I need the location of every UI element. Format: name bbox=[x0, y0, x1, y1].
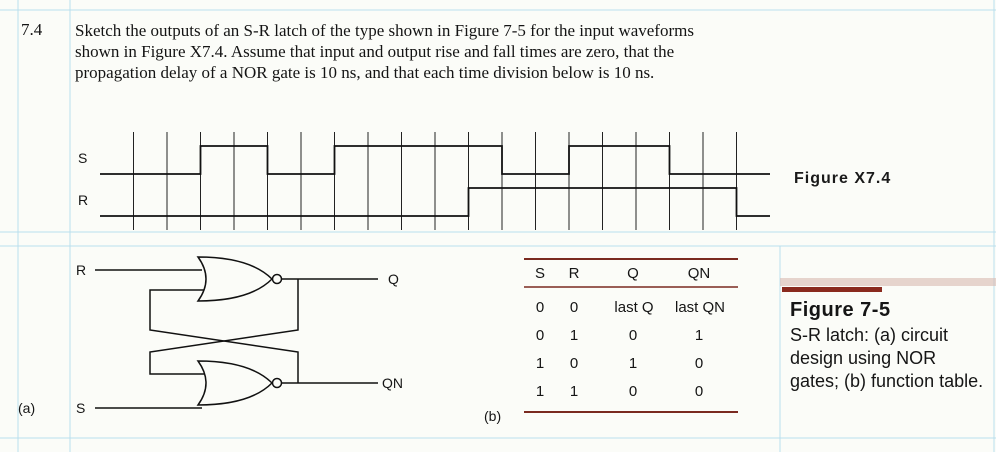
table-cell: 1 bbox=[569, 383, 579, 400]
table-header-q: Q bbox=[627, 265, 639, 282]
part-label-b: (b) bbox=[484, 408, 502, 424]
problem-text: Sketch the outputs of an S-R latch of the type shown in Figure 7-5 for the input waveforms shown in Figure X7.4. Assume that input and output rise and fall times are zero, that the propagation delay of a NOR gate is 10 ns, and that each time division below is 10 ns. bbox=[75, 21, 694, 82]
circuit-output-qn: QN bbox=[382, 375, 403, 391]
circuit-input-s: S bbox=[76, 400, 86, 416]
table-header-s: S bbox=[534, 265, 545, 282]
circuit-input-r: R bbox=[76, 262, 87, 278]
table-cell: 0 bbox=[569, 355, 579, 372]
table-cell: 0 bbox=[569, 299, 579, 316]
figure-caption-text: S-R latch: (a) circuit design using NOR gates; (b) function table. bbox=[790, 325, 984, 391]
table-cell: 0 bbox=[694, 383, 704, 400]
table-cell: 0 bbox=[628, 383, 638, 400]
table-cell: 1 bbox=[535, 355, 545, 372]
part-label-a: (a) bbox=[18, 400, 36, 416]
problem-number: 7.4 bbox=[21, 20, 43, 39]
table-cell: 0 bbox=[535, 327, 545, 344]
table-cell: 1 bbox=[694, 327, 704, 344]
table-cell: 1 bbox=[628, 355, 638, 372]
table-cell: last QN bbox=[674, 299, 725, 316]
table-header-r: R bbox=[568, 265, 580, 282]
waveform-figure-title: Figure X7.4 bbox=[794, 170, 892, 187]
signal-label-r: R bbox=[78, 192, 89, 208]
signal-label-s: S bbox=[78, 150, 88, 166]
table-header-qn: QN bbox=[687, 265, 711, 282]
table-cell: last Q bbox=[614, 299, 654, 316]
figure-caption-title: Figure 7-5 bbox=[790, 299, 891, 321]
table-cell: 1 bbox=[535, 383, 545, 400]
table-cell: 0 bbox=[628, 327, 638, 344]
table-cell: 1 bbox=[569, 327, 579, 344]
table-cell: 0 bbox=[694, 355, 704, 372]
circuit-output-q: Q bbox=[388, 271, 399, 287]
table-cell: 0 bbox=[535, 299, 545, 316]
